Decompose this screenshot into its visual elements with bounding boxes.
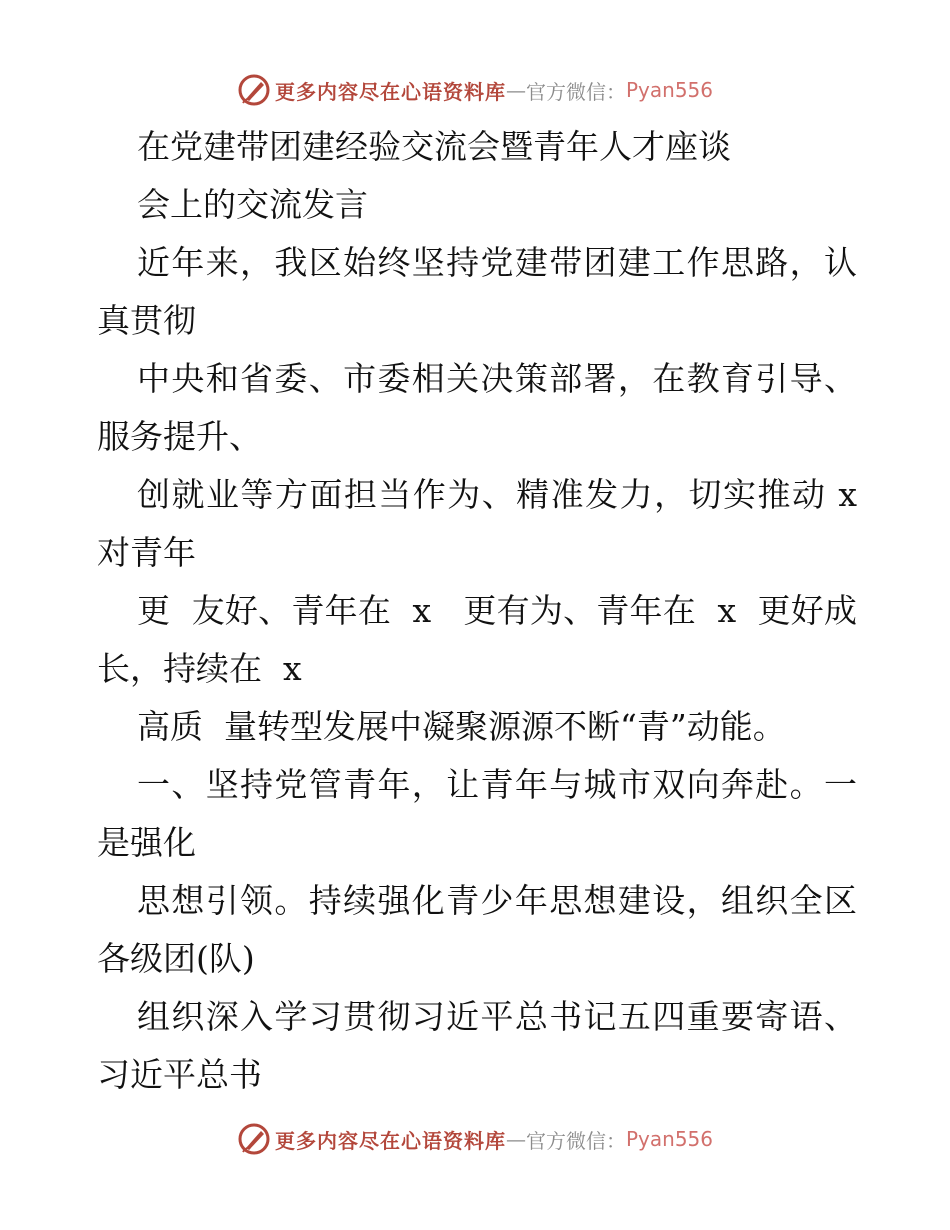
text-line: 高质 量转型发展中凝聚源源不断“青”动能。 (137, 707, 786, 746)
banner-wechat-id: Pyan556 (625, 1127, 713, 1151)
header-banner[interactable] (0, 70, 950, 110)
text-line: 创就业等方面担当作为、精准发力，切实推动 x (137, 475, 857, 514)
text-line: 服务提升、 (97, 417, 262, 456)
document-body (97, 118, 857, 1104)
banner-wechat-label: 官方微信： (525, 79, 626, 104)
title-line-2: 会上的交流发言 (137, 185, 368, 224)
title-line-1: 在党建带团建经验交流会暨青年人才座谈 (137, 127, 731, 166)
text-line: 更 友好、青年在 x 更有为、青年在 x 更好成 (137, 591, 857, 630)
banner-site-text: 更多内容尽在心语资料库 (274, 79, 506, 104)
text-line: 各级团(队) (97, 939, 255, 978)
text-line: 组织深入学习贯彻习近平总书记五四重要寄语、 (137, 997, 857, 1036)
section-heading-line: 一、坚持党管青年，让青年与城市双向奔赴。一 (137, 765, 857, 804)
text-line: 中央和省委、市委相关决策部署，在教育引导、 (137, 359, 857, 398)
banner-wechat-label: 官方微信： (525, 1128, 626, 1153)
quill-seal-icon (237, 1122, 271, 1156)
text-line: 对青年 (97, 533, 196, 572)
banner-wechat-id: Pyan556 (625, 78, 713, 102)
text-line: 习近平总书 (97, 1055, 262, 1094)
banner-site-text: 更多内容尽在心语资料库 (274, 1128, 506, 1153)
text-line: 是强化 (97, 823, 196, 862)
text-line: 长，持续在 x (97, 649, 302, 688)
text-line: 近年来，我区始终坚持党建带团建工作思路，认 (137, 243, 857, 282)
quill-seal-icon (237, 73, 271, 107)
text-line: 真贯彻 (97, 301, 196, 340)
banner-dash: — (505, 1127, 526, 1151)
text-line: 思想引领。持续强化青少年思想建设，组织全区 (137, 881, 857, 920)
banner-dash: — (505, 78, 526, 102)
footer-banner[interactable] (0, 1119, 950, 1159)
